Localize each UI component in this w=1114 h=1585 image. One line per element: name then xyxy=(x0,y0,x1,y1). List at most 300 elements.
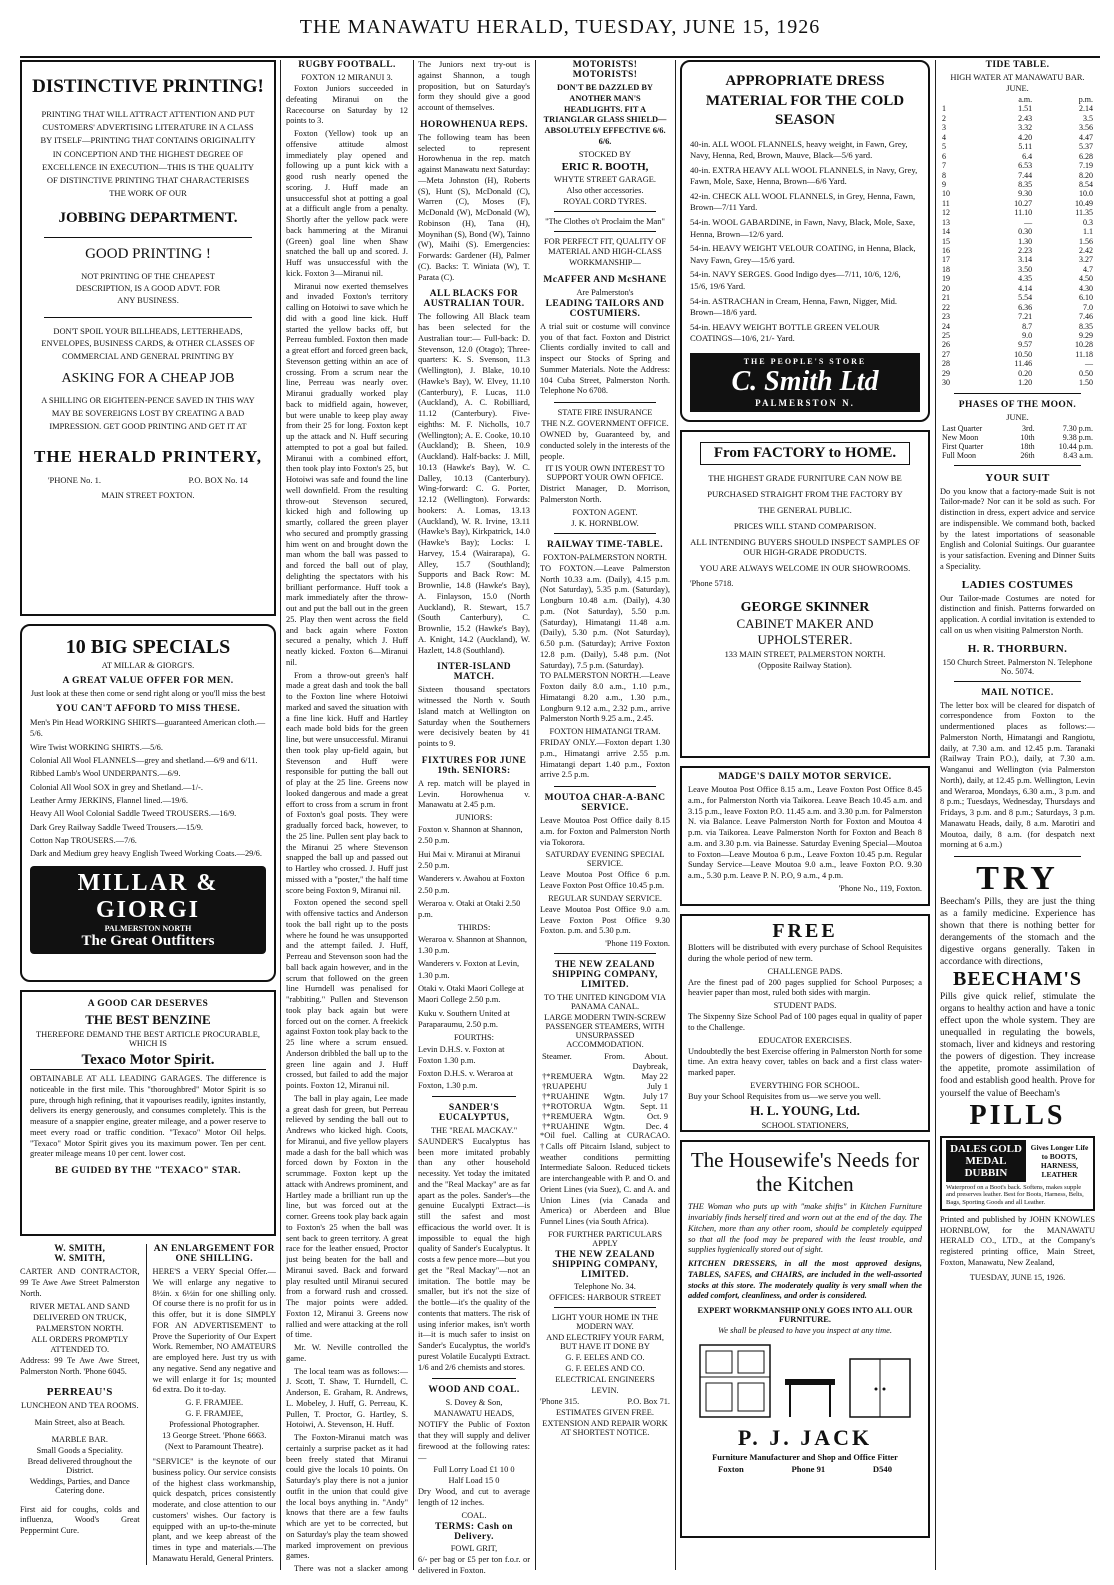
texaco-brand: Texaco Motor Spirit. xyxy=(30,1052,266,1070)
table-cell: 4.30 xyxy=(1079,283,1093,293)
store-label: THE PEOPLE'S STORE xyxy=(743,357,867,366)
motorists-title: MOTORISTS! MOTORISTS! xyxy=(572,60,638,80)
table-cell: 3.5 xyxy=(1083,113,1093,123)
allblacks-title: ALL BLACKS FOR AUSTRALIAN TOUR. xyxy=(423,289,525,310)
shipping-title: THE NEW ZEALAND SHIPPING COMPANY, LIMITED. xyxy=(552,960,658,990)
free-title: FREE xyxy=(772,920,838,942)
rugby-paragraph: The Foxton-Miranui match was certainly a surprise packet as it had been freely stated that Miranui could give the locals 10 points. On Saturday's play there is not a junior outfit in the union that could give the local boys anything in. "Andy" knows that there are a few faults which are yet to be corrected, but on Saturday's play the team showed marked improvement on previous games. xyxy=(286,1433,408,1561)
rugby-article xyxy=(286,84,408,1575)
free-ad xyxy=(680,914,930,1132)
table-cell: 17 xyxy=(942,255,950,265)
table-cell: Last Quarter xyxy=(942,423,983,433)
mcaffer-body: A trial suit or costume will convince you of that fact. Foxton and District Clients cordially invited to call and inspect our Stocks of Spring and Summer Materials. Note the Address: 104 Cuba Street, Palmerston North. Telephone No 6708. xyxy=(540,321,670,396)
imprint-date: TUESDAY, JUNE 15, 1926. xyxy=(969,1272,1066,1282)
table-cell: 21 xyxy=(942,293,950,303)
logo-name: MILLAR & GIORGI xyxy=(77,869,219,923)
young-role: SCHOOL STATIONERS, xyxy=(761,1120,849,1130)
tide-row xyxy=(940,303,1095,312)
logo-tag: The Great Outfitters xyxy=(81,932,215,949)
smith-name: W. SMITH, xyxy=(54,1244,106,1254)
fixture-item: Foxton v. Shannon at Shannon, 2.50 p.m. xyxy=(418,825,523,846)
framjee-address: 13 George Street. 'Phone 6663. xyxy=(162,1431,267,1440)
table-cell: 3.27 xyxy=(1079,255,1093,265)
rugby-paragraph: Foxton (Yellow) took up an offensive attitude almost immediately play opened and following up a punt kick with a good rush nearly opened the scoring. J. Huff made an unsuccessful shot at potting a goal at a difficult angle from a penalty. Shortly after the yellow pack were back hammering at the Miranui (Green) goal line when Shaw snatched the ball up and scored. J. Huff was unsuccessful with the kick. Foxton 3—Miranui nil. xyxy=(286,129,408,278)
tide-row xyxy=(940,133,1095,142)
table-cell: — xyxy=(1024,217,1033,227)
fixtures-title: FIXTURES FOR JUNE 19th. SENIORS: xyxy=(421,755,527,776)
column-1 xyxy=(20,60,276,1575)
table-cell: 1.51 xyxy=(1018,104,1033,114)
specials-afford: YOU CAN'T AFFORD TO MISS THESE. xyxy=(55,704,241,714)
perreaus-small: Small Goods a Speciality. xyxy=(36,1445,123,1455)
dress-item: 54-in. WOOL GABARDINE, in Fawn, Navy, Black, Mole, Saxe, Henna, Brown—12/6 yard. xyxy=(690,217,915,239)
tide-row xyxy=(940,237,1095,246)
wood-fowl: FOWL GRIT, xyxy=(450,1543,498,1553)
eeles-phone: 'Phone 315. xyxy=(540,1396,580,1406)
table-cell: 6.28 xyxy=(1079,151,1093,161)
tide-sub: HIGH WATER AT MANAWATU BAR. xyxy=(950,73,1085,82)
table-cell: 3 xyxy=(942,123,946,133)
rugby-paragraph: The ball in play again, Lee made a great dash for green, but Perreau relieved by sending the ball out to Andrews who kicked high. Coots, for Miranui, and five yellow players made a dash for the ball which was forced down by Foxton in the scrummage. Foxton kept up the attack with Andrews prominent, and Hartley made a brilliant run up the line, but was forced out at the corner. Greens took play back again to Foxton's 25 when the ball was sent back to green territory. A great race for the leather ensued, Proctor just being beaten for the ball and Miranui saved. Back and forward play resulted until Miranui secured from a forward rush and crossed. The major points were added. Foxton 12, Miranui 3. Greens now rallied and were attacking at the roll of time. xyxy=(286,1093,408,1340)
smith-ad xyxy=(20,1244,140,1565)
dress-item: 40-in. ALL WOOL FLANNELS, heavy weight, in Fawn, Grey, Navy, Henna, Red, Brown, Mauve, Black—5/6 yard. xyxy=(690,138,908,161)
framjee-name: G. F. FRAMJEE. xyxy=(185,1398,244,1407)
kitchen-furniture-illustration xyxy=(690,1339,920,1421)
table-cell: 6.4 xyxy=(1022,151,1033,161)
moon-row xyxy=(940,424,1095,433)
pads-head: CHALLENGE PADS. xyxy=(767,966,843,976)
table-cell: 3.32 xyxy=(1018,123,1033,133)
young-name: H. L. YOUNG, Ltd. xyxy=(750,1102,860,1118)
table-cell: 20 xyxy=(942,283,950,293)
smith-address: Address: 99 Te Awe Awe Street, Palmerston North. 'Phone 6045. xyxy=(20,1356,140,1376)
mcaffer-leading: LEADING TAILORS AND COSTUMIERS. xyxy=(545,298,665,319)
table-cell: †*RUAHINE xyxy=(542,1091,590,1101)
store-city: PALMERSTON N. xyxy=(755,398,855,408)
table-cell: 11 xyxy=(942,198,950,208)
mcaffer-name: McAFFER AND McSHANE xyxy=(543,274,667,285)
wood-dry: Dry Wood, and cut to average length of 12 inches. xyxy=(418,1487,530,1508)
madge-phone: 'Phone No., 119, Foxton. xyxy=(838,883,922,893)
perreaus-bread: Bread delivered throughout the District. xyxy=(27,1456,132,1475)
tide-row xyxy=(940,114,1095,123)
railway-sub: FOXTON-PALMERSTON NORTH. xyxy=(542,552,668,562)
jack-trade: Furniture Manufacturer and Shop and Office Fitter xyxy=(712,1453,898,1463)
dress-item: 54-in. HEAVY WEIGHT VELOUR COATING, in Henna, Black, Navy Fawn, Grey—15/6 yard. xyxy=(690,243,916,265)
table-cell: 7.21 xyxy=(1018,312,1033,322)
tide-row xyxy=(940,322,1095,331)
table-cell: 10th xyxy=(1020,432,1035,442)
fixture-item: Weraroa v. Otaki at Otaki 2.50 p.m. xyxy=(418,899,521,920)
table-cell: 30 xyxy=(942,378,950,388)
beecham-try: TRY xyxy=(976,860,1059,898)
skinner-name: GEORGE SKINNER xyxy=(740,599,870,615)
fixtures-juniors-head: JUNIORS: xyxy=(455,813,493,822)
insurance-manager: District Manager, D. Morrison, Palmerston North. xyxy=(540,484,670,504)
col1-footer: First aid for coughs, colds and influenza, Wood's Great Peppermint Cure. xyxy=(20,1504,140,1535)
column-3 xyxy=(418,60,530,1575)
specials-intro: Just look at these then come or send right along or you'll miss the best xyxy=(30,689,266,698)
printery-phone: 'PHONE No. 1. xyxy=(48,475,102,486)
table-cell: 1 xyxy=(942,104,946,114)
wood-coal: COAL. xyxy=(461,1510,487,1520)
table-cell: 10.49 xyxy=(1075,198,1093,208)
tide-row xyxy=(940,350,1095,359)
table-cell: 9.0 xyxy=(1022,330,1033,340)
educator-body: Undoubtedly the best Exercise offering in Palmerston North for some time. An extra heavy cover, tables on back and a first class water-marked paper. xyxy=(688,1046,922,1077)
dress-item: 54-in. NAVY SERGES. Good Indigo dyes—7/11, 10/6, 12/6, 15/6, 19/6 Yard. xyxy=(690,269,901,292)
table-cell: 8.54 xyxy=(1079,179,1093,189)
enlargement-body: HERE'S a VERY Special Offer.—We will enlarge any negative to 8½in. x 6½in for one shilling only. Of course there is no profit for us in this offer, but it is done SIMPLY FOR AN ADVERTISEMENT to Prove the Superiority of Our Expert Work. Remember, NO AMATEURS are employed here. Just try us with any negative. Send any negative and we will enlarge it for 1s; mounted 6d extra. Do it to-day. xyxy=(152,1267,276,1395)
table-cell: 1.30 xyxy=(1018,236,1033,246)
header-cell: p.m. xyxy=(1078,95,1093,104)
fixtures-seniors: A rep. match will be played in Levin. Horowhenua v. Manawatu at 2.45 p.m. xyxy=(418,778,530,810)
table-cell: 6 xyxy=(942,151,946,161)
logo-city: PALMERSTON NORTH xyxy=(104,923,192,933)
texaco-lead: A GOOD CAR DESERVES xyxy=(87,999,209,1009)
juniors-text: The Juniors next try-out is against Shannon, a tough proposition, but on Saturday's form they should give a good account of themselves. xyxy=(418,60,530,112)
eeles-estimates: ESTIMATES GIVEN FREE. xyxy=(556,1407,654,1417)
eeles-town: LEVIN. xyxy=(591,1385,619,1395)
ladies-body: Our Tailor-made Costumes are noted for distinction and finish. Patterns forwarded on application. A cordial invitation is extended to call on us when visiting Palmerston North. xyxy=(940,593,1095,635)
column-rule xyxy=(535,60,536,1570)
tide-row xyxy=(940,199,1095,208)
railway-to-foxton: TO FOXTON.—Leave Palmerston North 10.33 a.m. (Daily), 4.15 p.m. (Not Saturday), 5.35 p.m. (Saturday), Longburn 10.48 a.m. (Daily), 4.30 p.m. (Not Saturday), 5.50 p.m. (Saturday), Himatangi 11.48 a.m. (Daily), 5.30 p.m. (Not Saturday), 6.50 p.m. (Saturday); Arrive Foxton 12.8 p.m. (Daily), 5.48 p.m. (Not Saturday), 7.5 p.m. (Saturday). xyxy=(540,563,670,670)
table-cell: Wgtn. xyxy=(603,1091,625,1101)
smith-orders: ALL ORDERS PROMPTLY ATTENDED TO. xyxy=(31,1334,129,1355)
factory-line: PRICES WILL STAND COMPARISON. xyxy=(733,521,877,531)
table-cell: 4.47 xyxy=(1079,132,1093,142)
header-cell: About. xyxy=(644,1051,668,1061)
factory-line: THE HIGHEST GRADE FURNITURE CAN NOW BE xyxy=(708,473,902,483)
booth-street: WHYTE STREET GARAGE. xyxy=(554,174,656,184)
rugby-paragraph: Miranui now exerted themselves and invaded Foxton's territory calling on Hotoiwi to save which he did with a good line kick. Huff started the yellow backs off, but Perreau fumbled. Foxton then made a great effort and forced green back, Stevenson getting within an ace of crossing. From a scrum near the line, Perreau was nearly over. Miranui gradually worked play back to midfield again, however, but were unable to keep play away from their 25 for long. Foxton kept up the attack and N. Huff securing attempted to pot a goal but failed. Miranui with a combined effort, then took play into Foxton's 25, but Hotoiwi was safe and found the line well downfield. From the resulting throw-out Stevenson secured, kicked high and following up smartly, collared the green player who secured and promptly grassing him went on and brought down the man whom the ball was passed to and forced the ball out of play, delighting the spectators with his brilliant performance. Huff took a mark immediately after the throw-out and put the ball out in the green 25. Play then went across the field and back again where Foxton secured a penalty, which J. Huff neatly kicked. Foxton 6—Miranui nil. xyxy=(286,281,408,667)
table-cell: 6.53 xyxy=(1018,161,1033,171)
specials-item: Leather Army JERKINS, Flannel lined.—19/6. xyxy=(30,796,188,806)
table-cell: 8.7 xyxy=(1022,321,1033,331)
dress-ad xyxy=(680,60,930,422)
eeles-extension: EXTENSION AND REPAIR WORK AT SHORTEST NOTICE. xyxy=(542,1418,668,1437)
interisland-title: INTER-ISLAND MATCH. xyxy=(437,662,511,683)
rugby-paragraph: Foxton opened the second spell with offensive tactics and Anderson took the ball right up to the posts where he found he was unsupported and the attempt failed. J. Huff, Perreau and Stevenson soon had the ball back again however, and in the scrum that followed on the green line Hurndell was penalised for "rabbiting." Pullen and Stevenson took play back again but were forced out on the corner. A freekick against Foxton took play back to the 25 line where a scrum ensued. Anderson dribbled the ball up to the green line again and J. Huff crossed, but failed to add the major points. Foxton 12, Miranui nil. xyxy=(286,898,408,1090)
table-cell xyxy=(599,1081,626,1091)
moutoa-phone: 'Phone 119 Foxton. xyxy=(605,939,670,948)
tide-row xyxy=(940,312,1095,321)
dress-item: 54-in. ASTRACHAN in Cream, Henna, Fawn, Nigger, Mid. Brown—18/6 yard. xyxy=(690,295,898,318)
table-cell: 16 xyxy=(942,246,950,255)
tide-row xyxy=(940,123,1095,132)
ship-row xyxy=(540,1081,670,1091)
tide-row xyxy=(940,189,1095,198)
ship-row xyxy=(540,1101,670,1111)
tide-row xyxy=(940,227,1095,236)
free-everything: EVERYTHING FOR SCHOOL. xyxy=(750,1080,860,1090)
header-cell: From. xyxy=(604,1051,625,1061)
printery-street: MAIN STREET FOXTON. xyxy=(101,491,195,501)
tide-row xyxy=(940,331,1095,340)
tide-row xyxy=(940,152,1095,161)
beecham-brand: BEECHAM'S xyxy=(952,968,1083,991)
wood-title: WOOD AND COAL. xyxy=(428,1385,520,1396)
mail-body: The letter box will be cleared for dispatch of correspondence from Foxton to the undermentioned places as follows:— Palmerston North, Himatangi and Rangiotu, daily, at 7.30 a.m. and 12.45 p.m. Taranaki (Railway Train P.O.), daily, at 7.30 a.m. Wanganui and Wellington (via Palmerston North), daily, at 12.45 p.m. Wellington, Levin and Weraroa, Mondays, 6.30 a.m., 3 p.m. and 8 p.m.; Tuesdays, Wednesday, Thursdays and Fridays, 3 p.m. and 8 p.m.; Saturdays, 3 p.m. Manawatu Heads, daily, 8 a.m. Marotiri and Moutoa, daily, 8 a.m. (for despatch next morning at 6 a.m.) xyxy=(940,700,1095,850)
moutoa-sat-title: SATURDAY EVENING SPECIAL SERVICE. xyxy=(545,850,665,869)
shipping-further: FOR FURTHER PARTICULARS APPLY xyxy=(547,1229,663,1248)
skinner-trade: CABINET MAKER AND UPHOLSTERER. xyxy=(736,615,874,647)
table-cell: 1.20 xyxy=(1018,378,1033,388)
sanders-sub: THE "REAL MACKAY." xyxy=(430,1125,518,1135)
texaco-body: OBTAINABLE AT ALL LEADING GARAGES. The difference is noticeable in the first mile. This "thoroughbred" Motor Spirit is so pure, through high refining, that it vapourises readily, ignites instantly, delivers its energy generously, and consumes completely. This is the measure of a snappier engine, greater mileage, and a power reserve to meet every road or traffic condition. "Texaco" Motor Oil helps. "Texaco" Motor Spirit gives you its maximum power. Ten per cent. greater mileage means 10 per cent. lower cost. xyxy=(30,1074,266,1159)
perreaus-loc: Main Street, also at Beach. xyxy=(34,1417,125,1427)
table-cell: New Moon xyxy=(942,432,979,442)
moon-row xyxy=(940,433,1095,442)
ship-row xyxy=(540,1111,670,1121)
housewife-dressers: KITCHEN DRESSERS, in all the most approved designs, TABLES, SAFES, and CHAIRS, are included in the well-assorted stocks at this store. The moderately quality is very small when the added comfort, cleanliness, and order is considered. xyxy=(688,1259,922,1301)
wood-fowl-body: 6/- per bag or £5 per ton f.o.r. or delivered in Foxton. xyxy=(418,1554,530,1575)
printing-title: DISTINCTIVE PRINTING! xyxy=(32,76,264,97)
tram-title: FOXTON HIMATANGI TRAM. xyxy=(549,727,661,736)
housewife-inspect: We shall be pleased to have you inspect at any time. xyxy=(718,1326,892,1336)
factory-ad xyxy=(680,430,930,758)
rugby-paragraph: Mr. W. Neville controlled the game. xyxy=(286,1343,408,1363)
table-cell: 7.44 xyxy=(1018,170,1033,180)
table-cell: 8.35 xyxy=(1018,179,1033,189)
table-cell: 4 xyxy=(942,132,946,142)
table-cell: 22 xyxy=(942,302,950,312)
wood-full: Full Lorry Load £1 10 0 xyxy=(433,1465,515,1475)
shipping-telephone: Telephone No. 34. xyxy=(574,1281,636,1291)
factory-line: THE GENERAL PUBLIC. xyxy=(758,505,852,515)
dubbin-side: Gives Longer Life to BOOTS, HARNESS, LEATHER xyxy=(1030,1142,1089,1179)
suit-title: YOUR SUIT xyxy=(985,471,1050,484)
table-cell: 11.35 xyxy=(1075,208,1093,218)
printing-body: PRINTING THAT WILL ATTRACT ATTENTION AND PUT CUSTOMERS' ADVERTISING LITERATURE IN A CLASS BY ITSELF—PRINTING THAT CONTAINS ORIGINALITY IN CONCEPTION AND THE HIGHEST DEGREE OF EXCELLENCE IN EXECUTION—THIS IS THE QUALITY OF DISTINCTIVE PRINTING THAT CHARACTERISES THE WORK OF OUR xyxy=(40,109,256,199)
table-cell: — xyxy=(1085,359,1093,369)
tide-row xyxy=(940,265,1095,274)
table-cell: Sept. 11 xyxy=(640,1101,668,1111)
railway-to-palmerston: TO PALMERSTON NORTH.—Leave Foxton daily 8.0 a.m., 1.10 p.m., Himatangi 8.20 a.m., 1.30 p.m., Longburn 9.12 a.m., 2.32 p.m., arrive Palmerston North 9.25 a.m., 2.45. xyxy=(540,671,670,724)
tide-table xyxy=(940,95,1095,388)
table-cell: 14 xyxy=(942,227,950,237)
insurance-title: STATE FIRE INSURANCE xyxy=(557,408,653,417)
table-cell: 10.28 xyxy=(1075,340,1093,350)
table-cell: 12 xyxy=(942,208,950,218)
table-cell: 13 xyxy=(942,217,950,227)
table-cell: 10 xyxy=(942,189,950,199)
table-cell: 0.50 xyxy=(1079,368,1093,378)
table-cell: †*REMUERA xyxy=(542,1071,593,1081)
table-cell: 4.35 xyxy=(1018,274,1033,284)
table-cell: 7.0 xyxy=(1083,302,1093,312)
table-cell: 9.38 p.m. xyxy=(1062,432,1093,442)
horowhenua-body: The following team has been selected to represent Horowhenua in the rep. match against Manawatu next Saturday:—Meta Johnston (H), Roberts (S), Hunt (S), McDonald (C), Warren (C), Moses (F), McDonald (W), McDonald (W), Robinson (H), Tana (H), Moynihan (S), Bond (W), Tainno (W), Maihi (S). Emergencies: Forwards: Gardener (H), Palmer (C). Backs: T. Winiata (W), T. Parata (C). xyxy=(418,132,530,282)
table-cell: 6.10 xyxy=(1079,293,1093,303)
table-cell: 7 xyxy=(942,161,946,171)
fixtures-thirds xyxy=(418,934,530,1031)
table-cell: 1.1 xyxy=(1083,227,1093,237)
insurance-agent-name: J. K. HORNBLOW. xyxy=(571,518,639,528)
tide-month: JUNE. xyxy=(1006,84,1029,93)
table-cell: 8 xyxy=(942,170,946,180)
table-cell: July 17 xyxy=(642,1091,668,1101)
moutoa-sun-title: REGULAR SUNDAY SERVICE. xyxy=(548,893,662,903)
table-cell: 26th xyxy=(1020,450,1035,460)
jack-name: P. J. JACK xyxy=(737,1425,873,1451)
rugby-sub: FOXTON 12 MIRANUI 3. xyxy=(301,73,393,82)
table-cell: Full Moon xyxy=(942,450,977,460)
table-cell: 6.36 xyxy=(1018,302,1033,312)
moutoa-title: MOUTOA CHAR-A-BANC SERVICE. xyxy=(544,793,666,813)
table-cell: 1.50 xyxy=(1079,378,1093,388)
free-body: Blotters will be distributed with every purchase of School Requisites during the whole period of new term. xyxy=(688,943,922,963)
table-cell: 2.14 xyxy=(1079,104,1093,114)
student-head: STUDENT PADS. xyxy=(773,1001,837,1010)
rugby-paragraph: From a throw-out green's half made a great dash and took the ball to the Foxton line where Hotoiwi marked and saved the situation with a fine line kick. Huff and Hartley each made bold bids for the green line, but were unsuccessful. Miranui then took play up-field again, but Stevenson and Huff were responsible for putting the ball out of play at the 25 line. Greens now looked dangerous and made a great effort to cross from a scrum in front of Foxton's goal posts. They were gradually forced back, however, to the 25 line. Pullen sent play back to the Miranui 25 where Stevenson snapped the ball up and passed out to Hartley who crossed. J. Huff just missed with a "poster," the half time score being Foxton 9, Miranui nil. xyxy=(286,670,408,895)
dubbin-brand: DALES GOLD MEDAL DUBBIN xyxy=(946,1140,1026,1182)
specials-offer: A GREAT VALUE OFFER FOR MEN. xyxy=(62,676,234,686)
jack-town: Foxton xyxy=(718,1464,744,1475)
table-cell: Wgtn. xyxy=(603,1111,625,1121)
ship-row xyxy=(540,1091,670,1101)
wood-half: Half Load 15 0 xyxy=(448,1476,500,1486)
allblacks-body: The following All Black team has been selected for the Australian tour:— Full-back: D. Stevenson, 12.0 (Otago); Three-quarters: K. S. Svenson, 11.3 (Wellington), J. Blake, 10.10 (Hawke's Bay), W. Elvey, 11.10 (Canterbury), F. Lucas, 11.0 (Auckland), A. C. Robilliard, 11.12 (Canterbury). Five-eighths: M. F. Nicholls, 10.7 (Wellington); A. E. Cooke, 10.10 (Auckland); B. Sheen, 10.9 (Auckland). Half-backs: J. Mill, 10.13 (Hawke's Bay), W. C. Dalley, 10.13 (Canterbury). Wing-forward: C. G. Porter, 12.12 (Wellington). Forwards: hookers: A. Lomas, 13.13 (Auckland), W. R. Irvine, 13.11 (Hawke's Bay), Kirkpatrick, 14.0 (Hawke's Bay); Locks: I. Harvey, 15.4 (Wairarapa), G. Alley, 15.7 (Southland); Supports and Back Row: M. Brownlie, 14.8 (Hawke's Bay), A. Finlayson, 15.0 (North Auckland), R. Stewart, 15.7 (South Canterbury), C. Brownlie, 15.2 (Hawke's Bay), A. Knight, 14.2 (Auckland), W. Hazlett, 14.8 (Southland). xyxy=(418,312,530,655)
shipping-sub: TO THE UNITED KINGDOM VIA PANAMA CANAL. xyxy=(544,993,666,1011)
header-cell xyxy=(940,95,973,104)
specials-item: Dark Grey Railway Saddle Tweed Trousers.—15/9. xyxy=(30,822,204,832)
specials-title: 10 BIG SPECIALS xyxy=(65,636,231,658)
table-cell: 29 xyxy=(942,368,950,378)
table-cell: 9.29 xyxy=(1079,330,1093,340)
dress-item: 40-in. EXTRA HEAVY ALL WOOL FLANNELS, in Navy, Grey, Fawn, Mole, Saxe, Henna, Brown—6/6 Yard. xyxy=(690,164,918,187)
skinner-address: 133 MAIN STREET, PALMERSTON NORTH. xyxy=(724,649,886,659)
table-cell: 23 xyxy=(942,312,950,322)
table-cell xyxy=(540,1061,599,1071)
factory-line: ALL INTENDING BUYERS SHOULD INSPECT SAMPLES OF OUR HIGH-GRADE PRODUCTS. xyxy=(690,537,920,557)
table-cell: 19 xyxy=(942,274,950,284)
factory-line: YOU ARE ALWAYS WELCOME IN OUR SHOWROOMS. xyxy=(699,563,911,573)
table-cell: 5.54 xyxy=(1018,293,1033,303)
table-cell: Dec. 4 xyxy=(645,1121,668,1131)
insurance-body: OWNED by, Guaranteed by, and conducted solely in the interests of the people. xyxy=(540,430,670,461)
moutoa-sun: Leave Moutoa Post Office 9.0 a.m. Leave Foxton Post Office 9.30 Foxton. p.m. and 5.30 p.m. xyxy=(540,904,670,936)
specials-list xyxy=(30,717,266,860)
specials-item: Cotton Nap TROUSERS.—7/6. xyxy=(30,836,137,846)
moutoa-body: Leave Moutoa Post Office daily 8.15 a.m. for Foxton and Palmerston North via Tokorora. xyxy=(540,816,670,847)
table-cell: 4.20 xyxy=(1018,132,1033,142)
fixtures-fourths-head: FOURTHS: xyxy=(454,1032,494,1042)
jack-code: D540 xyxy=(872,1464,892,1475)
table-cell: Daybreak, xyxy=(632,1061,668,1071)
table-cell: 3rd. xyxy=(1021,423,1035,433)
interisland-body: Sixteen thousand spectators witnessed the North v. South Island match at Wellington on Saturday when the Southerners were decisively beaten by 41 points to 9. xyxy=(418,685,530,748)
booth-tyres: ROYAL CORD TYRES. xyxy=(563,196,647,206)
horowhenua-title: HOROWHENUA REPS. xyxy=(420,119,528,130)
skinner-opp: (Opposite Railway Station). xyxy=(758,660,852,670)
tide-row xyxy=(940,359,1095,368)
rugby-paragraph: There was not a slacker among xyxy=(294,1564,408,1573)
column-rule xyxy=(935,60,936,1570)
header-cell: Steamer. xyxy=(542,1051,572,1061)
masthead-title: THE MANAWATU HERALD, TUESDAY, JUNE 15, 1926 xyxy=(299,16,821,38)
motorists-body: DON'T BE DAZZLED BY ANOTHER MAN'S HEADLIGHTS. FIT A TRIANGLAR GLASS SHIELD—ABSOLUTELY EFFECTIVE 6/6. 6/6. xyxy=(543,83,667,146)
table-cell: 4.7 xyxy=(1083,264,1093,274)
rugby-paragraph: Foxton Juniors succeeded in defeating Miranui on the Racecourse on Saturday by 12 points to 3. xyxy=(286,84,408,126)
tide-row xyxy=(940,142,1095,151)
table-cell: 10.44 p.m. xyxy=(1058,441,1093,451)
mcaffer-lead: FOR PERFECT FIT, QUALITY OF MATERIAL AND HIGH-CLASS WORKMANSHIP— xyxy=(544,236,666,267)
specials-item: Men's Pin Head WORKING SHIRTS—guaranteed American cloth.—5/6. xyxy=(30,718,266,739)
table-cell: May 22 xyxy=(641,1071,668,1081)
table-cell: 0.30 xyxy=(1018,227,1033,237)
table-cell: 5.37 xyxy=(1079,142,1093,152)
tide-row xyxy=(940,161,1095,170)
table-cell: 25 xyxy=(942,330,950,340)
madge-ad xyxy=(680,766,930,906)
enlargement-ad xyxy=(153,1244,276,1565)
tide-row xyxy=(940,208,1095,217)
jobbing-dept: JOBBING DEPARTMENT. xyxy=(58,210,238,227)
thorburn-address: 150 Church Street. Palmerston N. Telephone No. 5074. xyxy=(942,657,1093,676)
table-cell: Wgtn. xyxy=(603,1121,625,1131)
beecham-pills: PILLS xyxy=(969,1099,1066,1131)
specials-ad xyxy=(20,624,276,982)
housewife-ad xyxy=(680,1140,930,1538)
ship-row xyxy=(540,1061,670,1071)
spoil-text: DON'T SPOIL YOUR BILLHEADS, LETTERHEADS, ENVELOPES, BUSINESS CARDS, & OTHER CLASSES OF COMMERCIAL AND GENERAL PRINTING BY xyxy=(41,326,255,361)
sanders-title: SANDER'S EUCALYPTUS, xyxy=(438,1102,510,1123)
masthead xyxy=(20,16,1100,58)
table-cell: 7.46 xyxy=(1079,312,1093,322)
perreaus-weddings: Weddings, Parties, and Dance Catering done. xyxy=(29,1476,130,1495)
table-cell: 24 xyxy=(942,321,950,331)
moon-month: JUNE. xyxy=(1006,412,1029,422)
railway-title: RAILWAY TIME-TABLE. xyxy=(546,539,663,550)
texaco-ad xyxy=(20,990,276,1236)
fixture-item: Hui Mai v. Miranui at Miranui 2.50 p.m. xyxy=(418,849,521,871)
fixtures-fourths xyxy=(418,1044,530,1091)
moon-row xyxy=(940,442,1095,451)
column-rule xyxy=(413,60,414,1570)
table-cell: 11.10 xyxy=(1014,208,1033,218)
header-cell: a.m. xyxy=(1018,95,1033,104)
housewife-body: THE Woman who puts up with "make shifts" in Kitchen Furniture invariably finds herself tired and worn out at the end of the day. The Kitchen, more than any other room, should be completely equipped so that all the food may be prepared with the least trouble, and supplies hygienically stored out of sight. xyxy=(688,1202,922,1255)
specials-at: AT MILLAR & GIORGI'S. xyxy=(101,661,195,670)
table-header xyxy=(540,1051,670,1061)
table-cell: 11.18 xyxy=(1075,349,1093,359)
fixture-item: Weraroa v. Shannon at Shannon, 1.30 p.m. xyxy=(418,934,528,956)
table-cell: 11.46 xyxy=(1014,359,1033,369)
moon-title: PHASES OF THE MOON. xyxy=(958,399,1077,410)
tide-row xyxy=(940,104,1095,113)
good-printing: GOOD PRINTING ! xyxy=(85,246,211,263)
wood-body: NOTIFY the Public of Foxton that they will supply and deliver firewood at the following rates:— xyxy=(418,1420,530,1462)
shipping-notes: *Oil fuel. Calling at CURACAO. †Calls off Pitcairn Island, subject to weather conditions permitting Intermediate Saloon. Reduced tickets are interchangeable with P. and O. and Orient Lines (via Suez), C. and A. and Union Lines (via Canada and America) or Aberdeen and Blue Funnel Lines (via South Africa). xyxy=(540,1131,670,1226)
framjee-role: Professional Photographer. xyxy=(169,1420,260,1429)
framjee-name2: G. F. FRAMJEE, xyxy=(185,1409,244,1418)
table-cell: 0.3 xyxy=(1083,217,1093,227)
madge-body: Leave Moutoa Post Office 8.15 a.m., Leave Foxton Post Office 8.45 a.m., for Palmerston North via Taikorea. Leave Beach 10.45 a.m. and 3.15 p.m., leave Foxton P.O. 11.45 a.m. and 3.30 p.m. for Palmerston N. via Balance. Leave Palmerston North for Foxton and Moutoa 4 p.m. via Taikorea. Leave Palmerston North for Foxton and Beach 8 a.m. and 3.30 p.m. via Bainesse. Saturday Evening Special—Moutoa to Foxton—Leave Moutoa 6 p.m., Leave Foxton 10.45 p.m. Regular Sunday Service—Leave Moutoa 9.0 a.m., leave Foxton P.O. 9.30 a.m., 5.30 p.m. Leave P. N. P.O, 9 a.m., 4 p.m. xyxy=(688,785,922,880)
wood-firm2: MANAWATU HEADS, xyxy=(433,1409,515,1419)
table-cell: †*REMUERA xyxy=(542,1111,593,1121)
beecham-body2: Pills give quick relief, stimulate the organs to healthy action and have a tonic effect upon the whole system. They are unequalled in regulating the bowels, stomach, liver and kidneys and restoring the powers of digestion. They increase the appetite, promote assimilation of food and establish good health. Prove for yourself the value of Beecham's xyxy=(940,992,1095,1099)
table-cell: 28 xyxy=(942,359,950,369)
table-cell: 4.50 xyxy=(1079,274,1093,284)
table-cell: 9 xyxy=(942,179,946,189)
enlargement-title: AN ENLARGEMENT FOR ONE SHILLING. xyxy=(153,1244,275,1264)
table-cell: †RUAPEHU xyxy=(542,1081,587,1091)
col1-bottom xyxy=(20,1244,276,1565)
table-cell: 27 xyxy=(942,349,950,359)
moon-table xyxy=(940,424,1095,460)
